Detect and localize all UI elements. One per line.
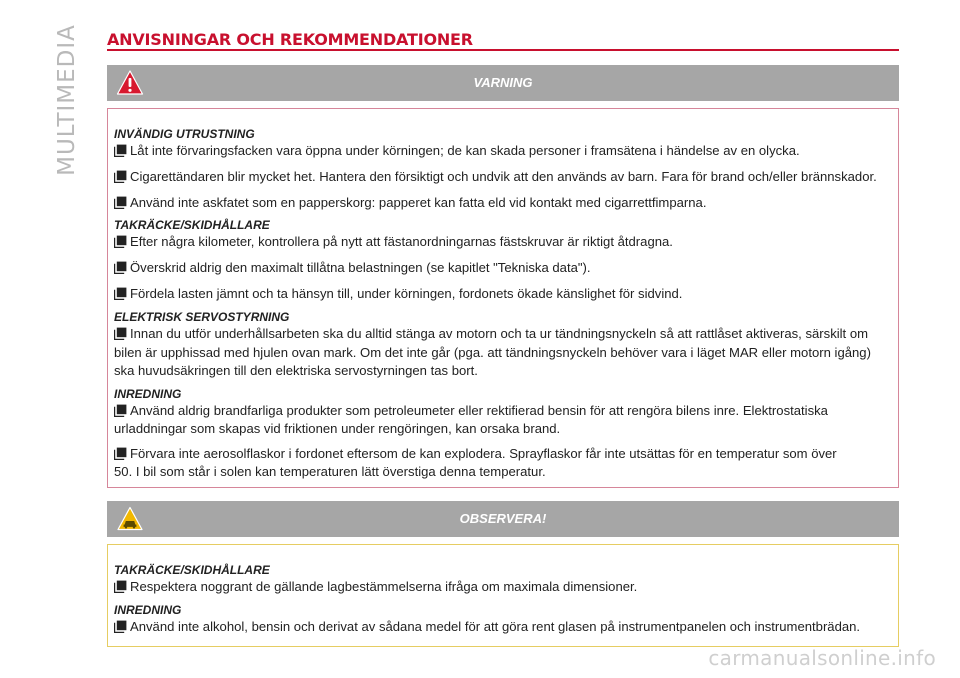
checkbox-bullet-icon: [114, 620, 127, 633]
checkbox-bullet-icon: [114, 404, 127, 417]
list-item: Fördela lasten jämnt och ta hänsyn till, under körningen, fordonets ökade känslighet för sidvind.: [114, 285, 902, 304]
title-rule: [107, 49, 899, 51]
list-item: Låt inte förvaringsfacken vara öppna under körningen; de kan skada personer i framsätena i händelse av en olycka.: [114, 142, 902, 161]
side-section-label: MULTIMEDIA: [54, 24, 80, 176]
warning-label: VARNING: [473, 75, 533, 90]
warning-header: [107, 65, 899, 101]
note-label: OBSERVERA!: [459, 511, 547, 526]
checkbox-bullet-icon: [114, 235, 127, 248]
list-item-continuation: ska huvudsäkringen till den elektriska servostyrningen tas bort.: [114, 363, 478, 378]
list-item: Använd inte askfatet som en papperskorg: papperet kan fatta eld vid kontakt med cigarrettfimparna.: [114, 194, 902, 213]
section-heading: ELEKTRISK SERVOSTYRNING: [114, 310, 290, 324]
checkbox-bullet-icon: [114, 580, 127, 593]
checkbox-bullet-icon: [114, 196, 127, 209]
list-item: Cigarettändaren blir mycket het. Hantera den försiktigt och undvik att den används av barn. Fara för brand och/eller brännskador.: [114, 168, 902, 187]
list-item: Använd inte alkohol, bensin och derivat av sådana medel för att göra rent glasen på instrumentpanelen och instrumentbrädan.: [114, 618, 902, 637]
list-item: Efter några kilometer, kontrollera på nytt att fästanordningarnas fästskruvar är riktigt åtdragna.: [114, 233, 902, 252]
list-item-continuation: 50. I bil som står i solen kan temperaturen lätt överstiga denna temperatur.: [114, 464, 546, 479]
list-item-continuation: bilen är upphissad med hjulen ovan mark. Om det inte går (pga. att tändningsnyckeln behöver vara i läget MAR eller motorn igång): [114, 345, 871, 360]
list-item: Innan du utför underhållsarbeten ska du alltid stänga av motorn och ta ur tändningsnyckeln så att rattlåset aktiveras, särskilt om: [114, 325, 902, 344]
section-heading: INVÄNDIG UTRUSTNING: [114, 127, 255, 141]
checkbox-bullet-icon: [114, 170, 127, 183]
list-item: Förvara inte aerosolflaskor i fordonet eftersom de kan explodera. Sprayflaskor får inte utsättas för en temperatur som över: [114, 445, 902, 464]
page-title: ANVISNINGAR OCH REKOMMENDATIONER: [107, 30, 473, 49]
list-item-continuation: urladdningar som skapas vid friktionen under rengöringen, kan orsaka brand.: [114, 421, 561, 436]
section-heading: INREDNING: [114, 387, 182, 401]
section-heading: TAKRÄCKE/SKIDHÅLLARE: [114, 563, 270, 577]
note-box: [107, 544, 899, 647]
checkbox-bullet-icon: [114, 144, 127, 157]
list-item: Respektera noggrant de gällande lagbestämmelserna ifråga om maximala dimensioner.: [114, 578, 902, 597]
note-header: [107, 501, 899, 537]
checkbox-bullet-icon: [114, 261, 127, 274]
list-item: Överskrid aldrig den maximalt tillåtna belastningen (se kapitlet "Tekniska data").: [114, 259, 902, 278]
checkbox-bullet-icon: [114, 447, 127, 460]
watermark: carmanualsonline.info: [708, 646, 936, 670]
list-item: Använd aldrig brandfarliga produkter som petroleumeter eller rektifierad bensin för att rengöra bilens inre. Elektrostatiska: [114, 402, 902, 421]
checkbox-bullet-icon: [114, 287, 127, 300]
section-heading: TAKRÄCKE/SKIDHÅLLARE: [114, 218, 270, 232]
warning-box: [107, 108, 899, 488]
section-heading: INREDNING: [114, 603, 182, 617]
checkbox-bullet-icon: [114, 327, 127, 340]
